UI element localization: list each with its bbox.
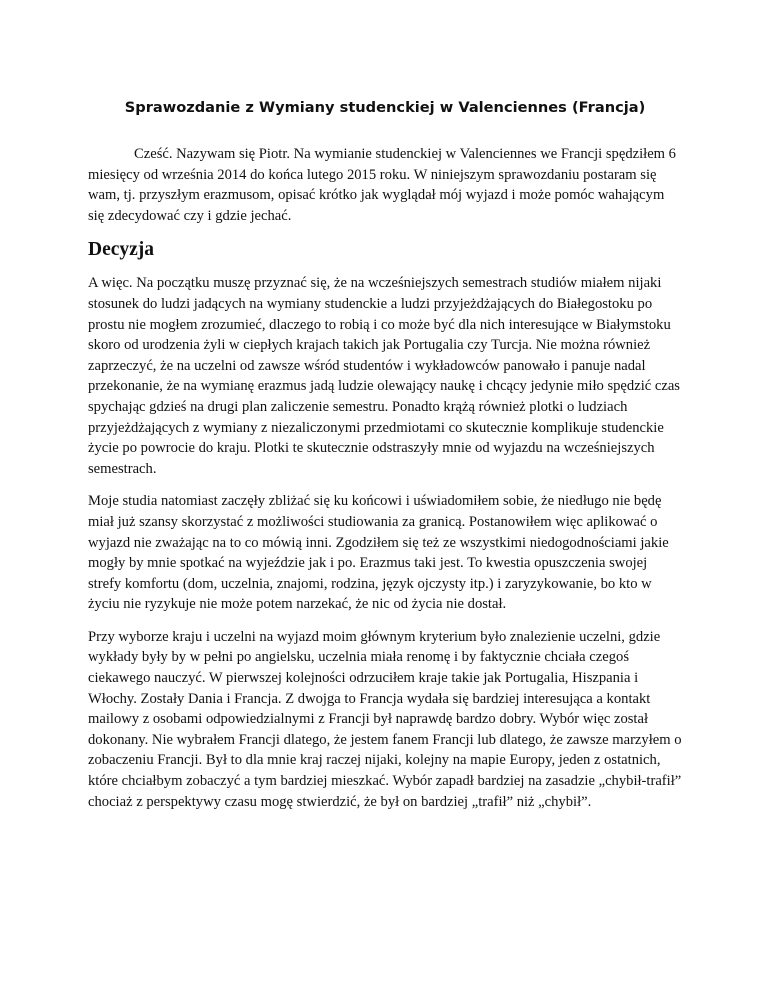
section-heading-decyzja: Decyzja	[88, 239, 155, 261]
intro-paragraph: Cześć. Nazywam się Piotr. Na wymianie studenckiej w Valenciennes we Francji spędziłem 6 miesięcy od września 2014 do końca lutego 2015 roku. W niniejszym sprawozdaniu postaram się wam, tj. przyszłym erazmusom, opisać krótko jak wyglądał mój wyjazd i może pomóc wahającym się zdecydować czy i gdzie jechać.	[88, 146, 676, 224]
document-body	[88, 98, 682, 824]
document-title: Sprawozdanie z Wymiany studenckiej w Valenciennes (Francja)	[124, 99, 646, 116]
body-paragraph: Moje studia natomiast zaczęły zbliżać się ku końcowi i uświadomiłem sobie, że niedługo nie będę miał już szansy skorzystać z możliwości studiowania za granicą. Postanowiłem więc aplikować o wyjazd nie zważając na to co mówią inni. Zgodziłem się też ze wszystkimi niedogodnościami jakie mogły by mnie spotkać na wyjeździe jak i po. Erazmus taki jest. To kwestia opuszczenia swojej strefy komfortu (dom, uczelnia, znajomi, rodzina, język ojczysty itp.) i zaryzykowanie, bo kto w życiu nie ryzykuje nie może potem narzekać, że nic od życia nie dostał.	[88, 493, 669, 613]
body-paragraph: Przy wyborze kraju i uczelni na wyjazd moim głównym kryterium było znalezienie uczelni, gdzie wykłady były by w pełni po angielsku, uczelnia miała renomę i by faktycznie chciała czegoś ciekawego nauczyć. W pierwszej kolejności odrzuciłem kraje takie jak Portugalia, Hiszpania i Włochy. Zostały Dania i Francja. Z dwojga to Francja wydała się bardziej interesująca a kontakt mailowy z osobami odpowiedzialnymi z Francji był naprawdę bardzo dobry. Wybór więc został dokonany. Nie wybrałem Francji dlatego, że jestem fanem Francji lub dlatego, że zawsze marzyłem o zobaczeniu Francji. Był to dla mnie kraj raczej nijaki, kolejny na mapie Europy, jeden z ostatnich, które chciałbym zobaczyć a tym bardziej mieszkać. Wybór zapadł bardziej na zasadzie „chybił-trafił” chociaż z perspektywy czasu mogę stwierdzić, że był on bardziej „trafił” niż „chybił”.	[88, 628, 682, 810]
body-paragraph: A więc. Na początku muszę przyznać się, że na wcześniejszych semestrach studiów miałem nijaki stosunek do ludzi jadących na wymiany studenckie a ludzi przyjeżdżających do Białegostoku po prostu nie mogłem zrozumieć, dlaczego to robią i co może być dla nich interesujące w Białymstoku skoro od urodzenia żyli w ciepłych krajach takich jak Portugalia czy Turcja. Nie można również zaprzeczyć, że na uczelni od zawsze wśród studentów i wykładowców panowało i panuje nadal przekonanie, że na wymianę erazmus jadą ludzie olewający naukę i chcący jedynie miło spędzić czas spychając gdzieś na drugi plan zaliczenie semestru. Ponadto krążą również plotki o ludziach przyjeżdżających z wymiany z niezaliczonymi przedmiotami co skutecznie komplikuje studenckie życie po powrocie do kraju. Plotki te skutecznie odstraszyły mnie od wyjazdu na wcześniejszych semestrach.	[88, 275, 680, 477]
